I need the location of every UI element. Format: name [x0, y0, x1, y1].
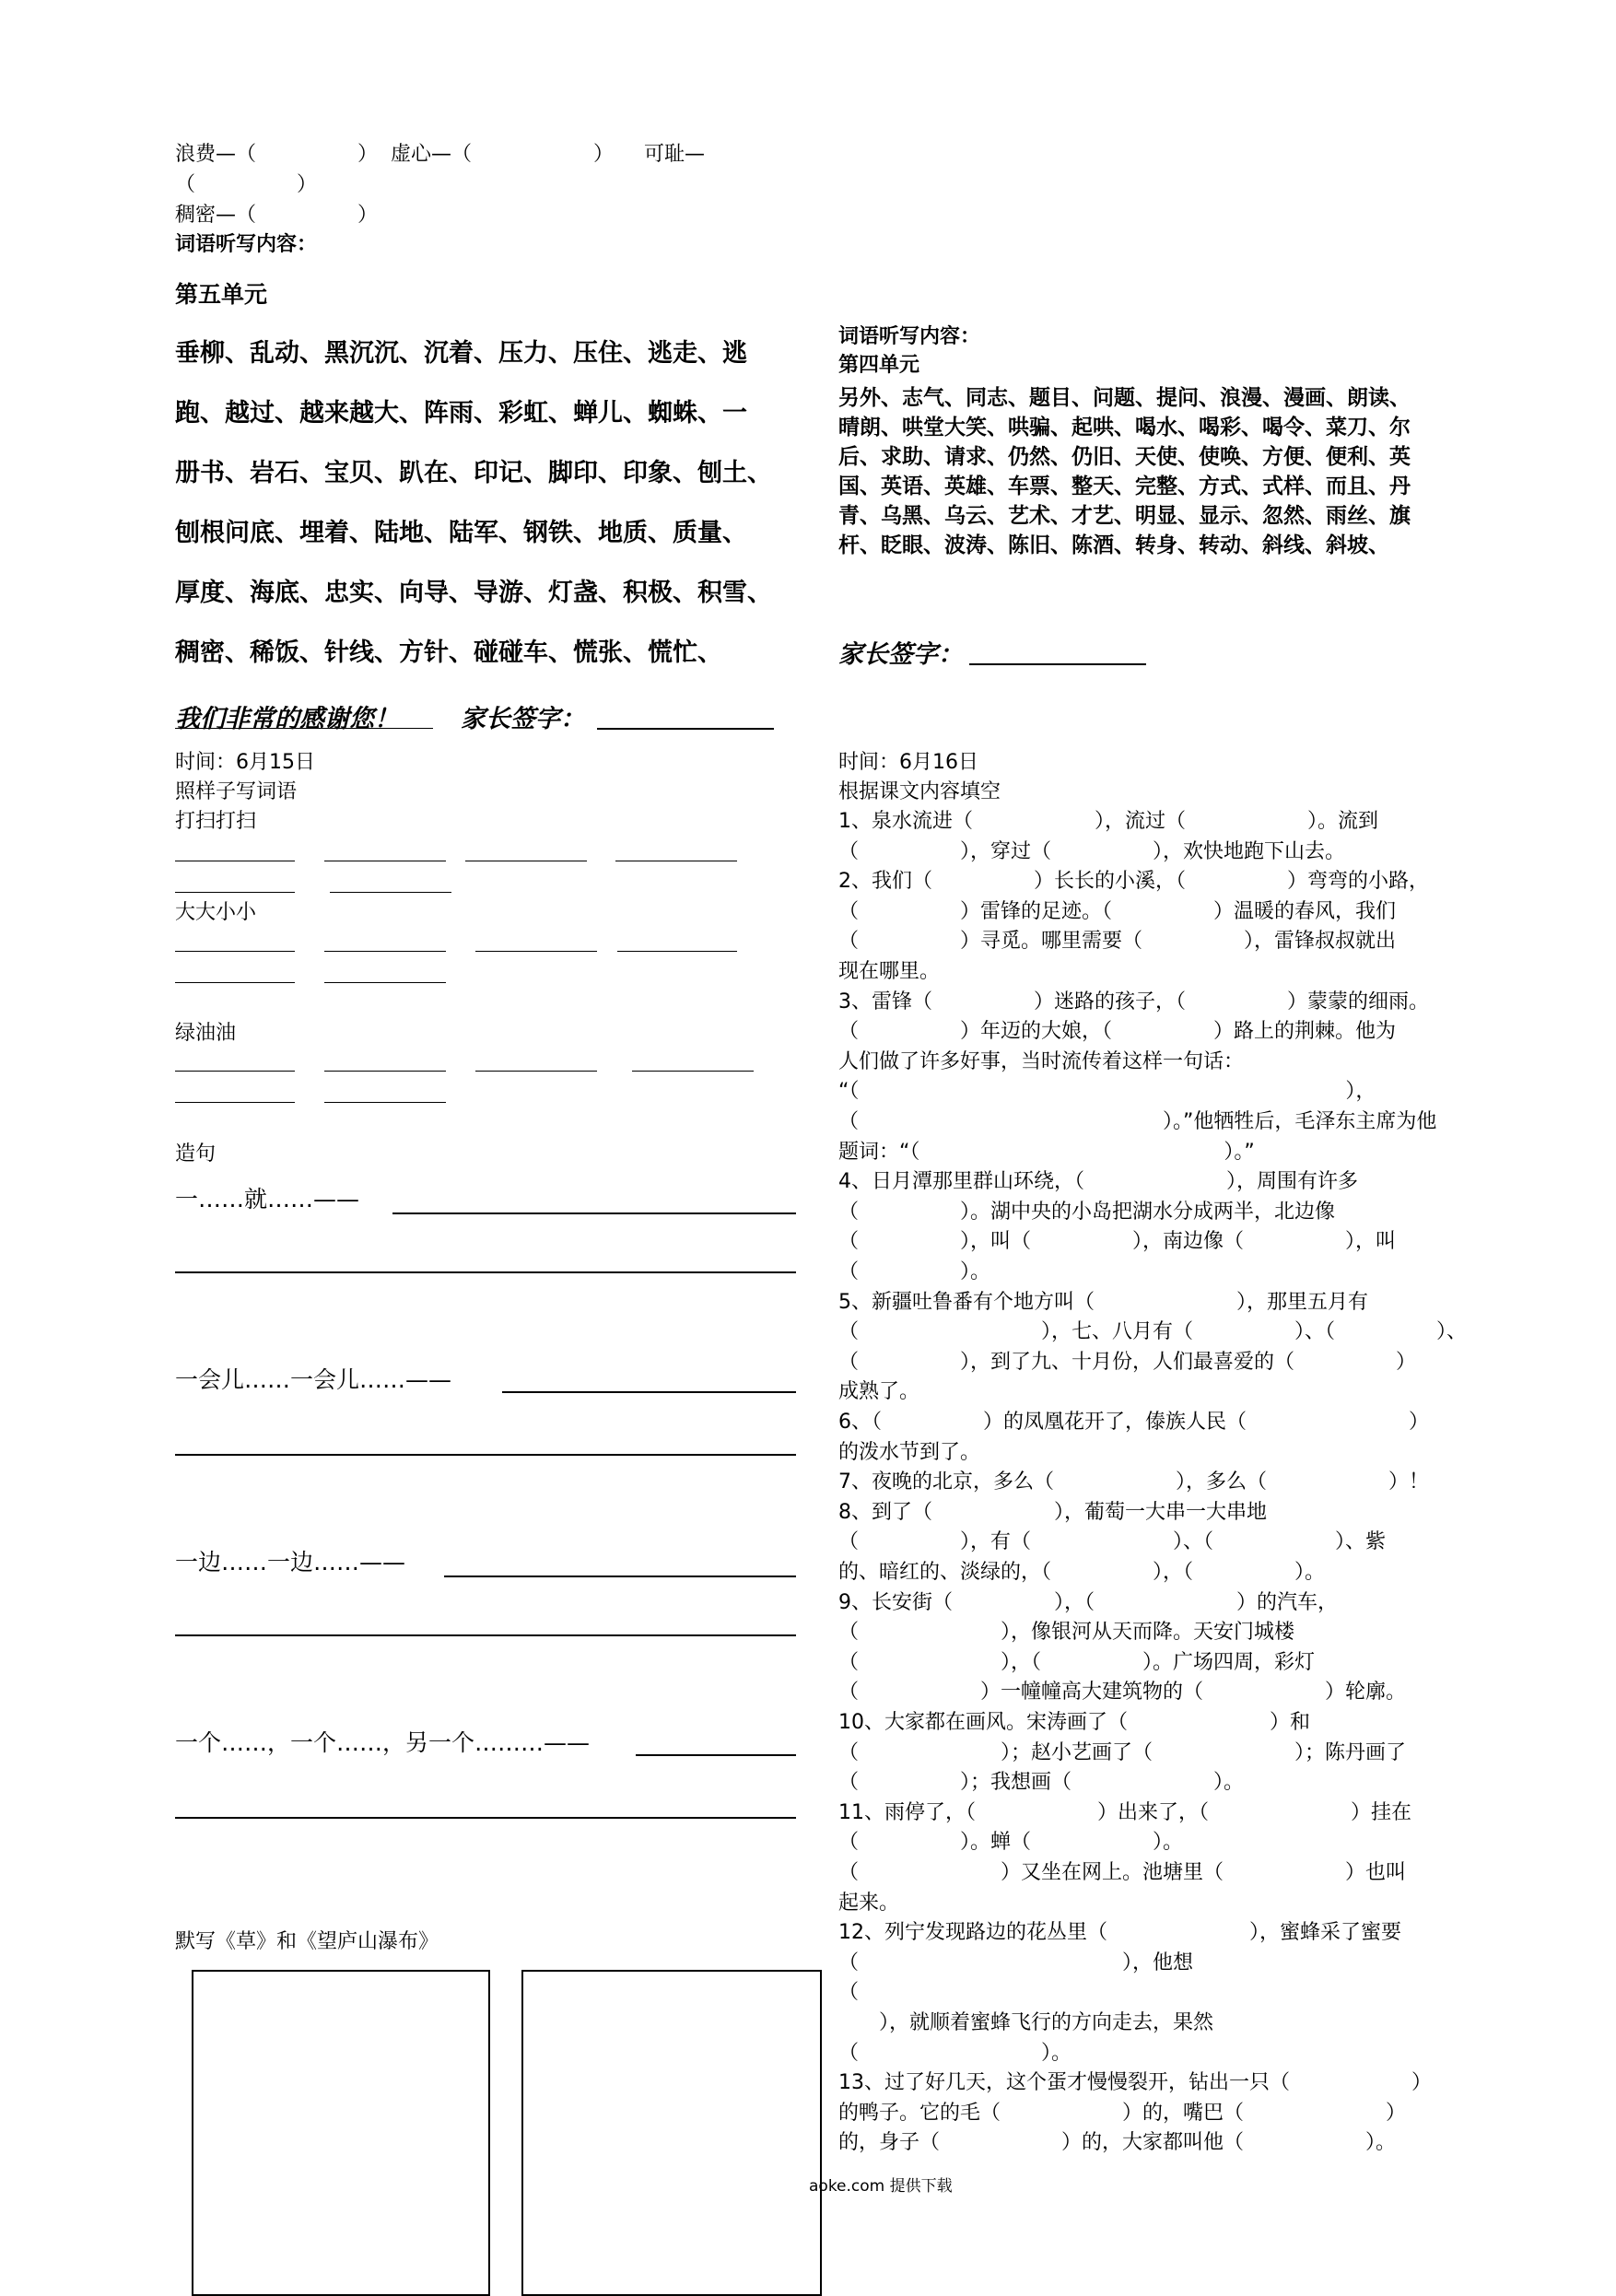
fill-blank-line: （	[838, 1981, 860, 2004]
date-day16: 时间：6月16日	[838, 751, 978, 774]
fill-blank-line: 的鸭子。它的毛（ ）的，嘴巴（ ）	[838, 2102, 1407, 2125]
fill-blank-line: （ ）；赵小艺画了（ ）；陈丹画了	[838, 1741, 1407, 1764]
fill-blank-line: 人们做了许多好事，当时流传着这样一句话：	[838, 1050, 1245, 1073]
dictation-label-right: 词语听写内容：	[838, 325, 981, 348]
fill-blank-line: （ ）。	[838, 2042, 1072, 2065]
fill-blank-line: 6、（ ）的凤凰花开了，傣族人民（ ）	[838, 1411, 1429, 1434]
poem-instruction: 默写《草》和《望庐山瀑布》	[175, 1930, 439, 1953]
fill-blank-line: 8、到了（ ），葡萄一大串一大串地	[838, 1501, 1267, 1524]
answer-blank[interactable]	[324, 951, 446, 952]
fill-blank-line: （ ），叫（ ），南边像（ ），叫	[838, 1230, 1397, 1253]
sentence-answer-line[interactable]	[175, 1817, 796, 1819]
fill-blank-line: （ ），他想	[838, 1951, 1194, 1974]
fill-blank-line: 4、日月潭那里群山环绕，（ ），周围有许多	[838, 1170, 1358, 1193]
sentence-pattern-1: 一……就……——	[175, 1186, 360, 1212]
antonym-line-3: 稠密—（ ）	[175, 204, 379, 227]
answer-blank[interactable]	[324, 1102, 446, 1103]
unit5-line: 垂柳、乱动、黑沉沉、沉着、压力、压住、逃走、逃	[175, 339, 747, 368]
unit5-line: 厚度、海底、忠实、向导、导游、灯盏、积极、积雪、	[175, 579, 772, 607]
answer-blank[interactable]	[175, 1102, 295, 1103]
fill-blank-line: （ ），穿过（ ），欢快地跑下山去。	[838, 840, 1346, 863]
sentence-answer-line[interactable]	[175, 1271, 796, 1273]
fill-blank-line: 5、新疆吐鲁番有个地方叫（ ），那里五月有	[838, 1291, 1368, 1314]
fill-blank-line: （ ），（ ）。广场四周，彩灯	[838, 1651, 1316, 1674]
fill-blank-line: （ ）寻觅。哪里需要（ ），雷锋叔叔就出	[838, 930, 1397, 953]
instruction-fill-blanks: 根据课文内容填空	[838, 780, 1001, 803]
answer-blank[interactable]	[175, 892, 295, 893]
unit4-title: 第四单元	[838, 354, 920, 377]
unit5-line: 册书、岩石、宝贝、趴在、印记、脚印、印象、刨土、	[175, 459, 772, 487]
fill-blank-line: 现在哪里。	[838, 960, 941, 983]
answer-blank[interactable]	[324, 1071, 446, 1072]
fill-blank-line: 12、列宁发现路边的花丛里（ ），蜜蜂采了蜜要	[838, 1921, 1401, 1944]
fill-blank-line: 的泼水节到了。	[838, 1441, 981, 1464]
pattern-1: 打扫打扫	[175, 810, 257, 833]
poem-box-cao[interactable]	[192, 1970, 490, 2296]
answer-blank[interactable]	[324, 982, 446, 983]
sentence-answer-line[interactable]	[444, 1576, 796, 1577]
sentence-answer-line[interactable]	[175, 1634, 796, 1636]
sentence-pattern-2: 一会儿……一会儿……——	[175, 1366, 452, 1393]
fill-blank-line: （ ）雷锋的足迹。（ ）温暖的春风，我们	[838, 900, 1397, 923]
fill-blank-line: （ ）又坐在网上。池塘里（ ）也叫	[838, 1861, 1407, 1884]
fill-blank-line: 13、过了好几天，这个蛋才慢慢裂开，钻出一只（ ）	[838, 2071, 1432, 2094]
fill-blank-line: （ ）。湖中央的小岛把湖水分成两半，北边像	[838, 1201, 1336, 1224]
unit4-line: 另外、志气、同志、题目、问题、提问、浪漫、漫画、朗读、	[838, 386, 1411, 410]
fill-blank-line: （ ）。	[838, 1260, 991, 1283]
thanks-underline	[175, 728, 433, 729]
parent-signature-label-right: 家长签字：	[838, 640, 963, 669]
fill-blank-line: （ ）；我想画（ ）。	[838, 1771, 1245, 1794]
unit5-line: 跑、越过、越来越大、阵雨、彩虹、蝉儿、蜘蛛、一	[175, 399, 747, 428]
answer-blank[interactable]	[617, 951, 737, 952]
unit4-line: 晴朗、哄堂大笑、哄骗、起哄、喝水、喝彩、喝令、菜刀、尔	[838, 416, 1411, 439]
fill-blank-line: 起来。	[838, 1892, 900, 1915]
sentence-answer-line[interactable]	[636, 1754, 796, 1756]
unit4-line: 杆、眨眼、波涛、陈旧、陈酒、转身、转动、斜线、斜坡、	[838, 533, 1389, 557]
fill-blank-line: （ ），到了九、十月份，人们最喜爱的（ ）	[838, 1351, 1417, 1374]
unit5-line: 稠密、稀饭、针线、方针、碰碰车、慌张、慌忙、	[175, 638, 722, 667]
antonym-line-1: 浪费—（ ） 虚心—（ ） 可耻—	[175, 143, 705, 166]
parent-signature-label: 家长签字：	[461, 705, 585, 733]
unit4-line: 青、乌黑、乌云、艺术、才艺、明显、显示、忽然、雨丝、旗	[838, 504, 1411, 528]
instruction-write-words: 照样子写词语	[175, 780, 298, 803]
fill-blank-line: 题词：“（ ）。”	[838, 1141, 1255, 1164]
fill-blank-line: 9、长安街（ ），（ ）的汽车，	[838, 1591, 1338, 1614]
pattern-3: 绿油油	[175, 1022, 237, 1045]
fill-blank-line: ），就顺着蜜蜂飞行的方向走去，果然	[838, 2011, 1214, 2034]
answer-blank[interactable]	[175, 982, 295, 983]
dictation-label-left: 词语听写内容：	[175, 233, 318, 256]
fill-blank-line: （ ）年迈的大娘，（ ）路上的荆棘。他为	[838, 1020, 1397, 1043]
antonym-line-2: （ ）	[175, 173, 318, 196]
sentence-title: 造句	[175, 1142, 217, 1166]
sentence-answer-line[interactable]	[502, 1391, 796, 1393]
sentence-answer-line[interactable]	[175, 1454, 796, 1456]
poem-box-lushan[interactable]	[521, 1970, 822, 2296]
fill-blank-line: （ ），像银河从天而降。天安门城楼	[838, 1621, 1295, 1644]
thanks-text: 我们非常的感谢您！	[175, 705, 399, 733]
fill-blank-line: 成熟了。	[838, 1380, 920, 1403]
answer-blank[interactable]	[632, 1071, 754, 1072]
fill-blank-line: 10、大家都在画风。宋涛画了（ ）和	[838, 1711, 1310, 1734]
fill-blank-line: （ ）一幢幢高大建筑物的（ ）轮廓。	[838, 1681, 1407, 1704]
parent-signature-field[interactable]	[597, 728, 774, 730]
date-day15: 时间：6月15日	[175, 751, 315, 774]
footer-source: aoke.com 提供下载	[809, 2177, 953, 2196]
fill-blank-line: （ ）。蝉（ ）。	[838, 1831, 1184, 1854]
unit4-line: 国、英语、英雄、车票、整天、完整、方式、式样、而且、丹	[838, 474, 1411, 498]
unit5-title: 第五单元	[175, 281, 268, 308]
answer-blank[interactable]	[330, 892, 451, 893]
answer-blank[interactable]	[475, 951, 597, 952]
fill-blank-line: 2、我们（ ）长长的小溪，（ ）弯弯的小路，	[838, 870, 1429, 893]
fill-blank-line: 的，身子（ ）的，大家都叫他（ ）。	[838, 2131, 1397, 2154]
fill-blank-line: 11、雨停了，（ ）出来了，（ ）挂在	[838, 1801, 1411, 1824]
unit5-line: 刨根问底、埋着、陆地、陆军、钢铁、地质、质量、	[175, 519, 747, 547]
pattern-2: 大大小小	[175, 901, 257, 924]
answer-blank[interactable]	[175, 951, 295, 952]
fill-blank-line: （ ），七、八月有（ ）、（ ）、	[838, 1320, 1468, 1343]
answer-blank[interactable]	[175, 1071, 295, 1072]
fill-blank-line: 7、夜晚的北京，多么（ ），多么（ ）！	[838, 1470, 1429, 1494]
sentence-answer-line[interactable]	[392, 1212, 796, 1214]
parent-signature-field-right[interactable]	[969, 663, 1146, 665]
fill-blank-line: “（ ），	[838, 1080, 1376, 1103]
fill-blank-line: 1、泉水流进（ ），流过（ ）。流到	[838, 810, 1378, 833]
fill-blank-line: 的、暗红的、淡绿的，（ ），（ ）。	[838, 1561, 1326, 1584]
sentence-pattern-4: 一个……，一个……，另一个………——	[175, 1729, 591, 1756]
answer-blank[interactable]	[475, 1071, 597, 1072]
fill-blank-line: 3、雷锋（ ）迷路的孩子，（ ）蒙蒙的细雨。	[838, 990, 1429, 1013]
unit4-line: 后、求助、请求、仍然、仍旧、天使、使唤、方便、便利、英	[838, 445, 1411, 469]
sentence-pattern-3: 一边……一边……——	[175, 1549, 406, 1576]
fill-blank-line: （ ），有（ ）、（ ）、紫	[838, 1530, 1387, 1553]
fill-blank-line: （ ）。”他牺牲后，毛泽东主席为他	[838, 1110, 1437, 1133]
